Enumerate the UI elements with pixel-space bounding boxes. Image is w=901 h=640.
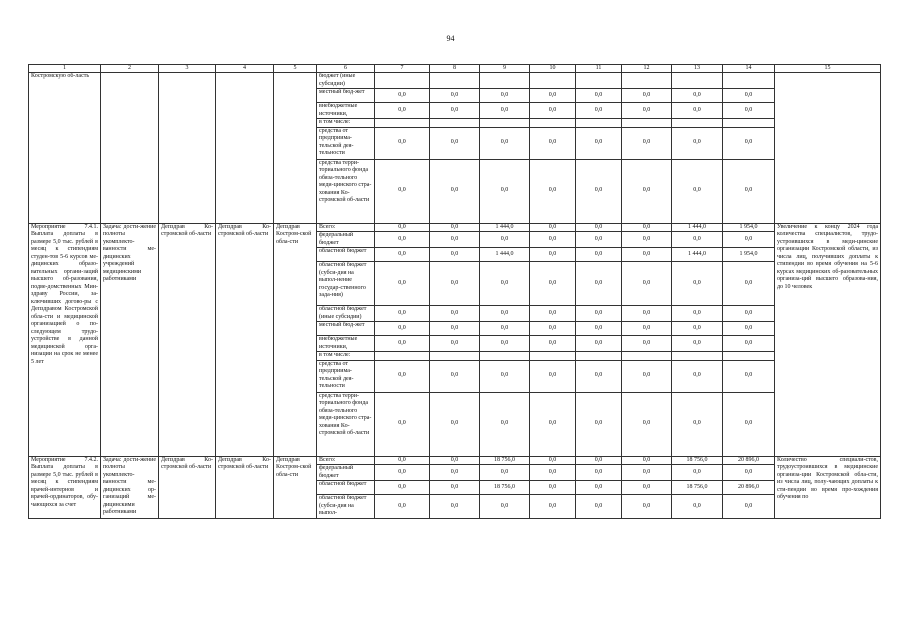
funding-source-cell: местный бюд-жет	[317, 89, 375, 103]
value-cell: 0,0	[576, 306, 622, 322]
value-cell	[723, 73, 775, 89]
value-cell: 0,0	[375, 262, 430, 306]
column-number: 9	[480, 65, 530, 73]
value-cell: 0,0	[672, 392, 723, 456]
value-cell: 0,0	[530, 495, 576, 519]
responsible-cell: Депздрав Ко-стромской об-ласти	[159, 456, 216, 518]
value-cell: 0,0	[430, 262, 480, 306]
funding-source-cell: местный бюд-жет	[317, 322, 375, 336]
funding-source-cell: внебюджетные источники,	[317, 103, 375, 119]
value-cell: 0,0	[723, 232, 775, 248]
value-cell: 0,0	[576, 392, 622, 456]
value-cell: 1 444,0	[672, 223, 723, 232]
value-cell: 0,0	[672, 89, 723, 103]
funding-source-cell: средства терри-ториального фонда обяза-тельного меди-цинского стра-хования Ко-стромской об-ласти	[317, 392, 375, 456]
value-cell: 0,0	[723, 159, 775, 223]
value-cell: 0,0	[375, 336, 430, 352]
value-cell	[672, 73, 723, 89]
value-cell: 0,0	[530, 262, 576, 306]
value-cell: 0,0	[530, 248, 576, 262]
value-cell: 0,0	[480, 336, 530, 352]
value-cell: 0,0	[375, 159, 430, 223]
value-cell: 0,0	[576, 456, 622, 465]
column-number: 15	[775, 65, 881, 73]
empty-cell	[216, 73, 274, 224]
value-cell: 0,0	[530, 481, 576, 495]
value-cell: 0,0	[672, 159, 723, 223]
value-cell: 20 896,0	[723, 481, 775, 495]
value-cell: 1 444,0	[480, 248, 530, 262]
value-cell	[375, 119, 430, 128]
value-cell	[622, 352, 672, 361]
empty-cell	[274, 73, 317, 224]
value-cell	[672, 119, 723, 128]
value-cell: 0,0	[672, 336, 723, 352]
value-cell: 0,0	[622, 103, 672, 119]
value-cell: 0,0	[430, 336, 480, 352]
value-cell	[430, 73, 480, 89]
value-cell: 0,0	[576, 159, 622, 223]
value-cell: 0,0	[530, 306, 576, 322]
value-cell	[480, 119, 530, 128]
value-cell: 0,0	[622, 159, 672, 223]
value-cell: 0,0	[430, 103, 480, 119]
column-number: 2	[101, 65, 159, 73]
funding-source-cell: в том числе:	[317, 119, 375, 128]
value-cell: 0,0	[530, 322, 576, 336]
value-cell: 1 954,0	[723, 223, 775, 232]
page-number: 94	[446, 34, 455, 43]
column-number: 10	[530, 65, 576, 73]
column-number: 3	[159, 65, 216, 73]
value-cell: 0,0	[672, 127, 723, 159]
value-cell: 0,0	[672, 262, 723, 306]
value-cell: 0,0	[723, 306, 775, 322]
value-cell: 0,0	[480, 159, 530, 223]
value-cell: 0,0	[480, 127, 530, 159]
column-number-row	[29, 65, 881, 73]
value-cell	[530, 73, 576, 89]
value-cell: 0,0	[430, 481, 480, 495]
value-cell: 0,0	[375, 248, 430, 262]
value-cell: 0,0	[480, 232, 530, 248]
value-cell: 0,0	[672, 465, 723, 481]
value-cell: 18 756,0	[672, 481, 723, 495]
value-cell: 0,0	[576, 232, 622, 248]
value-cell: 0,0	[375, 89, 430, 103]
value-cell: 0,0	[723, 103, 775, 119]
funding-source-cell: федеральный бюджет	[317, 232, 375, 248]
value-cell: 0,0	[576, 223, 622, 232]
column-number: 8	[430, 65, 480, 73]
table-row	[29, 73, 881, 89]
value-cell: 0,0	[480, 103, 530, 119]
value-cell	[576, 352, 622, 361]
value-cell: 0,0	[480, 306, 530, 322]
value-cell: 0,0	[622, 360, 672, 392]
value-cell: 0,0	[375, 465, 430, 481]
value-cell	[480, 73, 530, 89]
value-cell: 0,0	[723, 336, 775, 352]
value-cell: 0,0	[430, 456, 480, 465]
funding-source-cell: областной бюджет	[317, 248, 375, 262]
value-cell	[430, 352, 480, 361]
value-cell: 0,0	[430, 392, 480, 456]
value-cell: 0,0	[723, 322, 775, 336]
column-number: 12	[622, 65, 672, 73]
value-cell	[672, 352, 723, 361]
value-cell: 0,0	[375, 232, 430, 248]
value-cell: 0,0	[672, 322, 723, 336]
activity-cell: Мероприятие 7.4.1. Выплата доплаты в размере 5,0 тыс. рублей в месяц к стипендиям студен-тов 5-6 курсов ме-дицинских образо-вательных органи-заций высшего об-разования, подве-домственных Мин-здраву России, за-ключивших догово-ры с Депздравом Костромской обла-сти и медицинской организацией о по-следующем трудо-устройстве в данной медицинской орга-низации на срок не менее 5 лет	[29, 223, 101, 456]
column-number: 14	[723, 65, 775, 73]
budget-table	[28, 64, 881, 519]
coexecutor-cell: Депздрав Ко-стромской об-ласти	[216, 456, 274, 518]
value-cell	[622, 73, 672, 89]
value-cell: 0,0	[430, 322, 480, 336]
value-cell: 0,0	[622, 392, 672, 456]
task-cell: Задача: дости-жение полноты укомплекто-ванности ме-дицинских ор-ганизаций ме-дицинскими работниками	[101, 456, 159, 518]
value-cell: 0,0	[530, 89, 576, 103]
value-cell: 0,0	[622, 495, 672, 519]
value-cell: 0,0	[480, 465, 530, 481]
value-cell: 0,0	[480, 495, 530, 519]
customer-cell: Депздрав Костром-ской обла-сти	[274, 223, 317, 456]
value-cell: 0,0	[375, 456, 430, 465]
value-cell: 0,0	[430, 495, 480, 519]
value-cell: 0,0	[576, 262, 622, 306]
value-cell: 0,0	[672, 360, 723, 392]
value-cell: 0,0	[672, 232, 723, 248]
empty-cell	[101, 73, 159, 224]
value-cell: 0,0	[430, 159, 480, 223]
value-cell: 0,0	[672, 103, 723, 119]
task-cell: Задача: дости-жение полноты укомплекто-ванности ме-дицинских учреждений медицинскими работниками	[101, 223, 159, 456]
value-cell: 0,0	[622, 89, 672, 103]
value-cell: 20 896,0	[723, 456, 775, 465]
value-cell: 0,0	[480, 360, 530, 392]
value-cell: 0,0	[530, 336, 576, 352]
value-cell: 1 444,0	[480, 223, 530, 232]
value-cell: 0,0	[622, 481, 672, 495]
value-cell: 0,0	[576, 127, 622, 159]
column-number: 13	[672, 65, 723, 73]
value-cell: 0,0	[480, 322, 530, 336]
value-cell: 0,0	[375, 322, 430, 336]
value-cell: 0,0	[576, 360, 622, 392]
value-cell: 0,0	[375, 223, 430, 232]
value-cell: 1 954,0	[723, 248, 775, 262]
value-cell: 0,0	[375, 306, 430, 322]
funding-source-cell: Всего:	[317, 223, 375, 232]
value-cell: 0,0	[622, 306, 672, 322]
value-cell: 0,0	[622, 262, 672, 306]
value-cell: 0,0	[375, 103, 430, 119]
value-cell: 0,0	[576, 465, 622, 481]
responsible-cell: Депздрав Ко-стромской об-ласти	[159, 223, 216, 456]
value-cell: 0,0	[723, 89, 775, 103]
value-cell	[530, 352, 576, 361]
funding-source-cell: федеральный бюджет	[317, 465, 375, 481]
value-cell: 0,0	[672, 495, 723, 519]
value-cell: 18 756,0	[480, 456, 530, 465]
funding-source-cell: средства терри-ториального фонда обяза-тельного меди-цинского стра-хования Ко-стромской об-ласти	[317, 159, 375, 223]
value-cell: 0,0	[576, 481, 622, 495]
value-cell: 0,0	[622, 248, 672, 262]
value-cell: 0,0	[576, 248, 622, 262]
value-cell: 0,0	[480, 89, 530, 103]
coexecutor-cell: Депздрав Ко-стромской об-ласти	[216, 223, 274, 456]
table-row	[29, 223, 881, 232]
value-cell: 0,0	[622, 322, 672, 336]
value-cell: 0,0	[576, 322, 622, 336]
value-cell	[480, 352, 530, 361]
value-cell: 0,0	[530, 392, 576, 456]
value-cell: 0,0	[672, 306, 723, 322]
funding-source-cell: средства от предприима-тельской дея-тельности	[317, 127, 375, 159]
column-number: 4	[216, 65, 274, 73]
column-number: 6	[317, 65, 375, 73]
value-cell: 0,0	[622, 127, 672, 159]
value-cell: 0,0	[723, 465, 775, 481]
empty-cell	[159, 73, 216, 224]
result-cell: Увеличение к концу 2024 года количества специалистов, трудо-устроившихся в меди-цинские организации Костромской области, из числа лиц, получивших доплаты к стипендии во время обучения на 5-6 курсах медицинских об-разовательных организа-ций высшего образова-ния, до 10 человек	[775, 223, 881, 456]
activity-cell: Мероприятие 7.4.2. Выплата доплаты в размере 5,0 тыс. рублей в месяц к стипендиям врачей-интернов и врачей-ординаторов, обу-чающихся за счет	[29, 456, 101, 518]
value-cell: 0,0	[622, 465, 672, 481]
value-cell: 0,0	[576, 495, 622, 519]
funding-source-cell: областной бюджет	[317, 481, 375, 495]
funding-source-cell: средства от предприима-тельской дея-тельности	[317, 360, 375, 392]
value-cell: 0,0	[723, 262, 775, 306]
value-cell: 0,0	[530, 465, 576, 481]
value-cell: 0,0	[375, 495, 430, 519]
column-number: 1	[29, 65, 101, 73]
value-cell: 18 756,0	[480, 481, 530, 495]
column-number: 5	[274, 65, 317, 73]
customer-cell: Депздрав Костром-ской обла-сти	[274, 456, 317, 518]
value-cell	[375, 352, 430, 361]
activity-cell: Костромскую об-ласть	[29, 73, 101, 224]
value-cell: 0,0	[723, 495, 775, 519]
value-cell: 0,0	[530, 223, 576, 232]
value-cell	[723, 352, 775, 361]
value-cell: 0,0	[530, 103, 576, 119]
funding-source-cell: Всего:	[317, 456, 375, 465]
table-body	[29, 65, 881, 519]
value-cell: 0,0	[480, 262, 530, 306]
value-cell: 0,0	[622, 336, 672, 352]
value-cell	[576, 119, 622, 128]
value-cell: 0,0	[480, 392, 530, 456]
value-cell: 18 756,0	[672, 456, 723, 465]
funding-source-cell: бюджет (иные субсидии)	[317, 73, 375, 89]
funding-source-cell: областной бюджет (иные субсидии)	[317, 306, 375, 322]
value-cell: 0,0	[576, 103, 622, 119]
funding-source-cell: в том числе:	[317, 352, 375, 361]
value-cell: 0,0	[375, 360, 430, 392]
value-cell	[375, 73, 430, 89]
value-cell: 0,0	[622, 223, 672, 232]
value-cell: 0,0	[723, 360, 775, 392]
value-cell	[622, 119, 672, 128]
value-cell: 0,0	[530, 456, 576, 465]
value-cell	[530, 119, 576, 128]
value-cell: 0,0	[723, 392, 775, 456]
value-cell: 0,0	[375, 481, 430, 495]
result-cell	[775, 73, 881, 224]
value-cell	[576, 73, 622, 89]
value-cell: 0,0	[430, 127, 480, 159]
value-cell: 0,0	[430, 89, 480, 103]
funding-source-cell: областной бюджет (субси-дия на выпол-нение государ-ственного зада-ния)	[317, 262, 375, 306]
value-cell: 0,0	[530, 360, 576, 392]
column-number: 7	[375, 65, 430, 73]
value-cell: 0,0	[430, 360, 480, 392]
value-cell: 0,0	[430, 465, 480, 481]
table-row	[29, 456, 881, 465]
value-cell: 0,0	[723, 127, 775, 159]
value-cell: 0,0	[530, 127, 576, 159]
value-cell: 0,0	[530, 232, 576, 248]
column-number: 11	[576, 65, 622, 73]
value-cell: 1 444,0	[672, 248, 723, 262]
value-cell: 0,0	[430, 223, 480, 232]
result-cell: Количество специали-стов, трудоустроившихся в медицинские организа-ции Костромской обла-сти, из числа лиц, полу-чающих доплаты к сти-пендии во время про-хождения обучения по	[775, 456, 881, 518]
value-cell	[430, 119, 480, 128]
value-cell: 0,0	[430, 232, 480, 248]
value-cell: 0,0	[622, 232, 672, 248]
value-cell: 0,0	[530, 159, 576, 223]
funding-source-cell: внебюджетные источники,	[317, 336, 375, 352]
value-cell: 0,0	[430, 306, 480, 322]
value-cell: 0,0	[576, 336, 622, 352]
funding-source-cell: областной бюджет (субси-дия на выпол-	[317, 495, 375, 519]
value-cell	[723, 119, 775, 128]
value-cell: 0,0	[576, 89, 622, 103]
value-cell: 0,0	[622, 456, 672, 465]
value-cell: 0,0	[375, 392, 430, 456]
value-cell: 0,0	[430, 248, 480, 262]
value-cell: 0,0	[375, 127, 430, 159]
